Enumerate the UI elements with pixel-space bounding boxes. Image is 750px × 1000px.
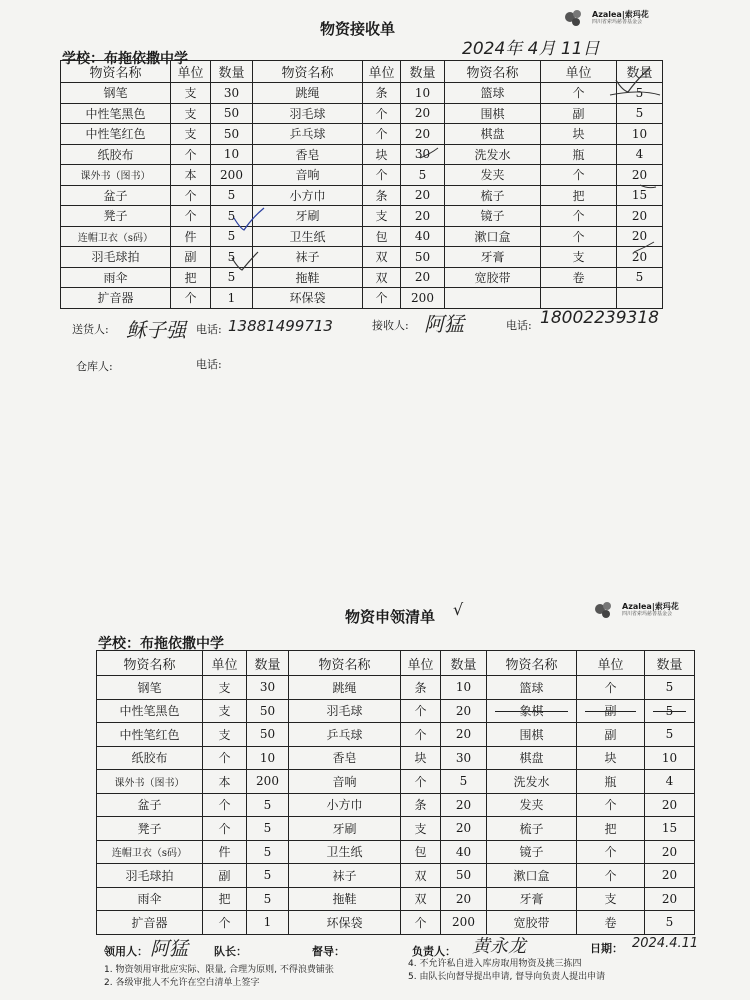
unit-cell: 副 [203, 864, 247, 888]
request-logo [592, 600, 679, 620]
item-name-cell: 扩音器 [97, 911, 203, 935]
table-row [97, 911, 695, 935]
item-name-cell: 棋盘 [445, 124, 541, 145]
notes-left [104, 962, 334, 988]
item-name-cell: 羽毛球 [253, 103, 363, 124]
sender-phone: 13881499713 [228, 317, 333, 335]
item-name-cell: 盆子 [97, 793, 203, 817]
item-name-cell: 棋盘 [487, 746, 577, 770]
unit-cell: 个 [401, 699, 441, 723]
quantity-cell: 5 [211, 185, 253, 206]
quantity-cell: 10 [211, 144, 253, 165]
quantity-cell: 40 [441, 840, 487, 864]
warehouse-label: 仓库人: [76, 360, 113, 373]
item-name-cell: 盆子 [61, 185, 171, 206]
column-header: 物资名称 [253, 61, 363, 83]
sender-signature: 稣子强 [126, 318, 186, 342]
logo-sub: 四川省索玛慈善基金会 [592, 18, 643, 25]
item-name-cell: 拖鞋 [289, 887, 401, 911]
table-row [97, 723, 695, 747]
notes-right [408, 956, 605, 982]
request-date: 2024.4.11 [632, 936, 699, 951]
unit-cell: 把 [171, 267, 211, 288]
quantity-cell: 200 [441, 911, 487, 935]
column-header: 单位 [171, 61, 211, 83]
quantity-cell: 50 [211, 103, 253, 124]
quantity-cell: 5 [617, 267, 663, 288]
quantity-cell: 5 [211, 247, 253, 268]
item-name-cell: 中性笔黑色 [61, 103, 171, 124]
unit-cell: 个 [577, 793, 645, 817]
item-name-cell: 镜子 [445, 206, 541, 227]
quantity-cell: 20 [617, 165, 663, 186]
column-header: 单位 [541, 61, 617, 83]
unit-cell: 个 [541, 206, 617, 227]
unit-cell: 件 [171, 226, 211, 247]
unit-cell: 支 [171, 103, 211, 124]
check-mark [634, 242, 654, 252]
sender-label: 送货人: [72, 323, 109, 336]
quantity-cell: 30 [401, 144, 445, 165]
column-header: 数量 [645, 651, 695, 676]
item-name-cell: 羽毛球拍 [61, 247, 171, 268]
unit-cell: 条 [401, 676, 441, 700]
item-name-cell: 镜子 [487, 840, 577, 864]
unit-cell: 个 [203, 746, 247, 770]
unit-cell: 包 [401, 840, 441, 864]
item-name-cell: 钢笔 [97, 676, 203, 700]
item-name-cell: 扩音器 [61, 288, 171, 309]
item-name-cell: 连帽卫衣（s码） [97, 840, 203, 864]
unit-cell: 块 [363, 144, 401, 165]
quantity-cell: 5 [211, 206, 253, 227]
quantity-cell: 20 [645, 793, 695, 817]
unit-cell: 个 [171, 144, 211, 165]
quantity-cell: 20 [441, 887, 487, 911]
unit-cell: 把 [541, 185, 617, 206]
item-name-cell: 纸胶布 [61, 144, 171, 165]
item-name-cell: 发夹 [445, 165, 541, 186]
item-name-cell: 牙刷 [253, 206, 363, 227]
unit-cell: 条 [363, 185, 401, 206]
item-name-cell: 中性笔红色 [97, 723, 203, 747]
unit-cell: 副 [577, 699, 645, 723]
item-name-cell: 拖鞋 [253, 267, 363, 288]
quantity-cell: 5 [617, 83, 663, 104]
unit-cell: 个 [577, 840, 645, 864]
supervisor-label: 督导： [312, 945, 345, 958]
unit-cell: 支 [577, 887, 645, 911]
unit-cell: 支 [171, 124, 211, 145]
quantity-cell: 5 [645, 723, 695, 747]
quantity-cell: 50 [247, 699, 289, 723]
item-name-cell: 牙膏 [487, 887, 577, 911]
item-name-cell: 袜子 [253, 247, 363, 268]
unit-cell: 个 [171, 185, 211, 206]
column-header: 数量 [401, 61, 445, 83]
quantity-cell: 20 [617, 247, 663, 268]
table-row [97, 864, 695, 888]
applicant-label: 领用人： [104, 945, 148, 958]
unit-cell: 把 [577, 817, 645, 841]
item-name-cell: 牙膏 [445, 247, 541, 268]
item-name-cell: 围棋 [487, 723, 577, 747]
applicant-signature: 阿猛 [150, 938, 189, 960]
unit-cell: 副 [577, 723, 645, 747]
quantity-cell: 5 [247, 864, 289, 888]
column-header: 物资名称 [487, 651, 577, 676]
item-name-cell: 乒乓球 [289, 723, 401, 747]
item-name-cell: 象棋 [487, 699, 577, 723]
check-mark [610, 92, 660, 95]
item-name-cell: 卫生纸 [253, 226, 363, 247]
quantity-cell: 5 [441, 770, 487, 794]
quantity-cell: 5 [645, 699, 695, 723]
quantity-cell: 5 [247, 817, 289, 841]
quantity-cell: 20 [401, 185, 445, 206]
unit-cell: 瓶 [541, 144, 617, 165]
column-header: 数量 [211, 61, 253, 83]
quantity-cell: 5 [645, 676, 695, 700]
item-name-cell: 音响 [289, 770, 401, 794]
quantity-cell: 20 [401, 103, 445, 124]
date-label: 日期： [590, 942, 623, 955]
unit-cell: 双 [363, 267, 401, 288]
check-mark [616, 68, 650, 92]
table-row [97, 840, 695, 864]
unit-cell: 个 [363, 288, 401, 309]
unit-cell: 个 [541, 165, 617, 186]
quantity-cell: 1 [247, 911, 289, 935]
quantity-cell: 200 [247, 770, 289, 794]
request-title: 物资申领清单 [345, 608, 436, 626]
note-line: 5. 由队长向督导提出申请, 督导向负责人提出申请 [408, 972, 606, 982]
check-mark [232, 252, 258, 270]
unit-cell: 个 [541, 226, 617, 247]
unit-cell: 个 [401, 723, 441, 747]
unit-cell: 条 [401, 793, 441, 817]
unit-cell: 双 [401, 887, 441, 911]
item-name-cell: 卫生纸 [289, 840, 401, 864]
unit-cell: 个 [577, 864, 645, 888]
unit-cell: 个 [203, 793, 247, 817]
quantity-cell: 15 [645, 817, 695, 841]
unit-cell: 支 [203, 723, 247, 747]
table-row [97, 817, 695, 841]
unit-cell: 个 [203, 817, 247, 841]
azalea-flower-icon [592, 600, 618, 620]
item-name-cell: 羽毛球拍 [97, 864, 203, 888]
quantity-cell: 15 [617, 185, 663, 206]
logo-name: Azalea|索玛花 [592, 9, 649, 19]
item-name-cell: 纸胶布 [97, 746, 203, 770]
item-name-cell: 环保袋 [289, 911, 401, 935]
column-header: 数量 [441, 651, 487, 676]
column-header: 单位 [203, 651, 247, 676]
quantity-cell: 20 [645, 864, 695, 888]
responsible-label: 负责人： [412, 945, 456, 958]
item-name-cell: 课外书（图书） [61, 165, 171, 186]
quantity-cell: 50 [211, 124, 253, 145]
logo-sub: 四川省索玛慈善基金会 [622, 610, 673, 617]
item-name-cell: 小方巾 [289, 793, 401, 817]
item-name-cell: 洗发水 [487, 770, 577, 794]
unit-cell: 双 [363, 247, 401, 268]
unit-cell: 把 [203, 887, 247, 911]
quantity-cell: 5 [401, 165, 445, 186]
note-line: 1. 物资领用审批应实际、限量, 合理为原则, 不得浪费铺张 [104, 965, 334, 975]
column-header: 物资名称 [97, 651, 203, 676]
unit-cell: 个 [171, 288, 211, 309]
item-name-cell: 漱口盒 [487, 864, 577, 888]
quantity-cell: 4 [645, 770, 695, 794]
unit-cell: 本 [203, 770, 247, 794]
item-name-cell: 围棋 [445, 103, 541, 124]
item-name-cell: 篮球 [445, 83, 541, 104]
item-name-cell: 乒乓球 [253, 124, 363, 145]
item-name-cell: 袜子 [289, 864, 401, 888]
quantity-cell: 20 [617, 226, 663, 247]
unit-cell: 个 [401, 911, 441, 935]
quantity-cell: 5 [645, 911, 695, 935]
quantity-cell: 20 [441, 793, 487, 817]
item-name-cell: 中性笔黑色 [97, 699, 203, 723]
item-name-cell: 雨伞 [97, 887, 203, 911]
receiver-phone: 18002239318 [540, 308, 659, 328]
quantity-cell: 5 [247, 840, 289, 864]
item-name-cell: 漱口盒 [445, 226, 541, 247]
item-name-cell: 中性笔红色 [61, 124, 171, 145]
item-name-cell: 牙刷 [289, 817, 401, 841]
unit-cell: 个 [577, 676, 645, 700]
quantity-cell: 200 [211, 165, 253, 186]
request-title-check: √ [453, 600, 464, 619]
quantity-cell: 20 [441, 817, 487, 841]
quantity-cell: 30 [211, 83, 253, 104]
item-name-cell: 课外书（图书） [97, 770, 203, 794]
item-name-cell: 宽胶带 [445, 267, 541, 288]
table-row [97, 887, 695, 911]
quantity-cell: 50 [247, 723, 289, 747]
quantity-cell: 20 [617, 206, 663, 227]
item-name-cell: 宽胶带 [487, 911, 577, 935]
quantity-cell: 20 [645, 887, 695, 911]
quantity-cell: 50 [441, 864, 487, 888]
unit-cell: 支 [171, 83, 211, 104]
request-school: 学校：布拖依撒中学 [98, 636, 224, 652]
unit-cell: 个 [363, 165, 401, 186]
column-header: 单位 [577, 651, 645, 676]
item-name-cell: 香皂 [253, 144, 363, 165]
receiver-phone-label: 电话: [506, 319, 532, 332]
item-name-cell: 环保袋 [253, 288, 363, 309]
unit-cell: 本 [171, 165, 211, 186]
unit-cell: 个 [171, 206, 211, 227]
unit-cell: 块 [401, 746, 441, 770]
column-header: 数量 [617, 61, 663, 83]
item-name-cell: 雨伞 [61, 267, 171, 288]
table-row [97, 793, 695, 817]
table-row [97, 699, 695, 723]
column-header: 物资名称 [61, 61, 171, 83]
quantity-cell: 200 [401, 288, 445, 309]
receiver-signature: 阿猛 [424, 312, 464, 336]
item-name-cell: 发夹 [487, 793, 577, 817]
quantity-cell: 10 [617, 124, 663, 145]
item-name-cell: 梳子 [487, 817, 577, 841]
sender-phone-label: 电话: [196, 323, 222, 336]
unit-cell: 个 [363, 124, 401, 145]
responsible-signature: 黄永龙 [472, 936, 526, 957]
quantity-cell: 20 [401, 206, 445, 227]
item-name-cell: 羽毛球 [289, 699, 401, 723]
unit-cell: 支 [203, 676, 247, 700]
item-name-cell: 篮球 [487, 676, 577, 700]
quantity-cell: 5 [617, 103, 663, 124]
item-name-cell: 音响 [253, 165, 363, 186]
column-header: 物资名称 [289, 651, 401, 676]
unit-cell: 个 [203, 911, 247, 935]
unit-cell: 块 [577, 746, 645, 770]
unit-cell: 个 [541, 83, 617, 104]
unit-cell: 卷 [577, 911, 645, 935]
column-header: 物资名称 [445, 61, 541, 83]
quantity-cell: 30 [441, 746, 487, 770]
item-name-cell: 洗发水 [445, 144, 541, 165]
unit-cell: 副 [171, 247, 211, 268]
table-row [97, 676, 695, 700]
receipt-date: 2024年 4月 11日 [462, 39, 600, 59]
logo-name: Azalea|索玛花 [622, 601, 679, 611]
unit-cell: 块 [541, 124, 617, 145]
quantity-cell: 5 [247, 793, 289, 817]
captain-label: 队长： [214, 945, 247, 958]
unit-cell: 支 [203, 699, 247, 723]
table-row [97, 746, 695, 770]
item-name-cell: 跳绳 [289, 676, 401, 700]
column-header: 单位 [363, 61, 401, 83]
receiver-label: 接收人: [372, 319, 409, 332]
unit-cell: 双 [401, 864, 441, 888]
quantity-cell: 20 [401, 267, 445, 288]
quantity-cell: 10 [401, 83, 445, 104]
unit-cell: 包 [363, 226, 401, 247]
item-name-cell: 跳绳 [253, 83, 363, 104]
quantity-cell: 10 [441, 676, 487, 700]
note-line: 4. 不允许私自进入库房取用物资及挑三拣四 [408, 959, 582, 969]
item-name-cell: 梳子 [445, 185, 541, 206]
item-name-cell: 连帽卫衣（s码） [61, 226, 171, 247]
quantity-cell: 5 [247, 887, 289, 911]
warehouse-phone-label: 电话: [196, 358, 222, 371]
request-table [96, 650, 695, 935]
table-row [97, 770, 695, 794]
item-name-cell: 凳子 [97, 817, 203, 841]
note-line: 2. 各级审批人不允许在空白清单上签字 [104, 978, 260, 988]
quantity-cell: 1 [211, 288, 253, 309]
quantity-cell: 5 [211, 226, 253, 247]
quantity-cell: 50 [401, 247, 445, 268]
unit-cell: 副 [541, 103, 617, 124]
item-name-cell: 凳子 [61, 206, 171, 227]
unit-cell: 支 [541, 247, 617, 268]
quantity-cell: 10 [645, 746, 695, 770]
unit-cell: 件 [203, 840, 247, 864]
check-mark [234, 208, 264, 230]
item-name-cell: 小方巾 [253, 185, 363, 206]
receipt-title: 物资接收单 [320, 20, 396, 38]
unit-cell: 支 [401, 817, 441, 841]
unit-cell: 瓶 [577, 770, 645, 794]
quantity-cell: 20 [645, 840, 695, 864]
table-header-row [97, 651, 695, 676]
unit-cell: 支 [363, 206, 401, 227]
unit-cell: 条 [363, 83, 401, 104]
receipt-school: 学校：布拖依撒中学 [62, 51, 188, 67]
quantity-cell: 30 [247, 676, 289, 700]
quantity-cell: 20 [401, 124, 445, 145]
column-header: 数量 [247, 651, 289, 676]
item-name-cell: 钢笔 [61, 83, 171, 104]
item-name-cell: 香皂 [289, 746, 401, 770]
unit-cell: 个 [401, 770, 441, 794]
quantity-cell: 40 [401, 226, 445, 247]
quantity-cell: 4 [617, 144, 663, 165]
quantity-cell: 10 [247, 746, 289, 770]
quantity-cell: 20 [441, 699, 487, 723]
check-mark [420, 148, 438, 158]
quantity-cell: 20 [441, 723, 487, 747]
quantity-cell: 5 [211, 267, 253, 288]
column-header: 单位 [401, 651, 441, 676]
unit-cell: 个 [363, 103, 401, 124]
check-mark [640, 185, 656, 188]
unit-cell: 卷 [541, 267, 617, 288]
